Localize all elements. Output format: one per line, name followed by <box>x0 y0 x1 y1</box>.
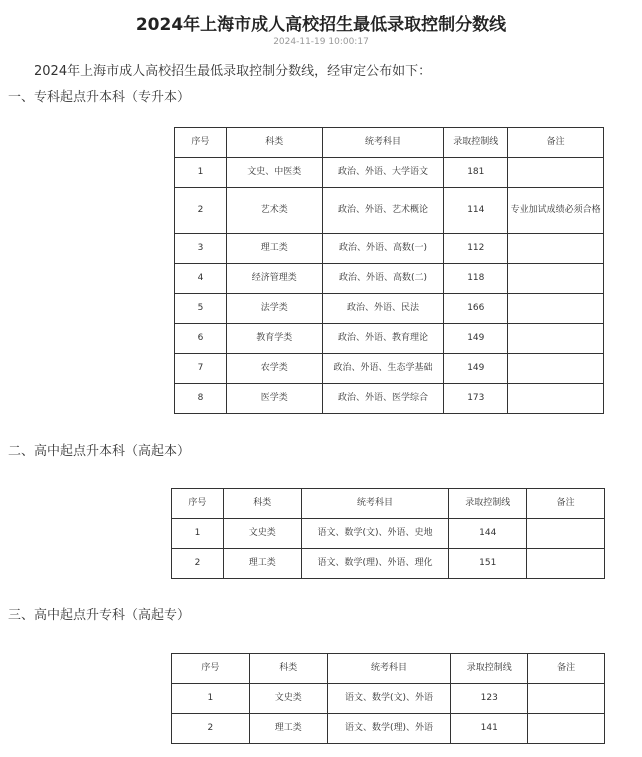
table-row <box>172 549 605 579</box>
table-header-row <box>172 489 605 519</box>
cell-score: 112 <box>444 234 508 264</box>
publish-timestamp: 2024-11-19 10:00:17 <box>273 37 369 47</box>
column-header: 录取控制线 <box>451 654 528 684</box>
column-header: 统考科目 <box>327 654 451 684</box>
cell-note <box>528 714 605 744</box>
cell-note <box>527 549 605 579</box>
cell-score: 151 <box>449 549 527 579</box>
cell-index: 5 <box>175 294 227 324</box>
cell-note <box>508 234 604 264</box>
cell-index: 1 <box>172 519 224 549</box>
cell-note <box>508 264 604 294</box>
table-row <box>172 714 605 744</box>
cell-note <box>508 158 604 188</box>
section-heading-gaoqiben: 二、高中起点升本科（高起本） <box>8 444 191 459</box>
cell-note <box>508 324 604 354</box>
cell-subjects: 语文、数学(文)、外语 <box>327 684 451 714</box>
cell-subjects: 语文、数学(理)、外语、理化 <box>301 549 449 579</box>
cell-subjects: 政治、外语、高数(一) <box>322 234 444 264</box>
intro-paragraph: 2024年上海市成人高校招生最低录取控制分数线，经审定公布如下： <box>34 64 432 79</box>
cell-category: 教育学类 <box>226 324 322 354</box>
cell-note <box>527 519 605 549</box>
cell-score: 149 <box>444 324 508 354</box>
cell-index: 1 <box>175 158 227 188</box>
cell-category: 理工类 <box>226 234 322 264</box>
cell-note <box>508 384 604 414</box>
score-table-gaoqizhuan <box>171 653 605 744</box>
table-row <box>175 384 604 414</box>
cell-subjects: 政治、外语、大学语文 <box>322 158 444 188</box>
column-header: 备注 <box>528 654 605 684</box>
cell-subjects: 语文、数学(文)、外语、史地 <box>301 519 449 549</box>
table-row <box>175 294 604 324</box>
cell-category: 经济管理类 <box>226 264 322 294</box>
cell-index: 2 <box>172 714 250 744</box>
cell-subjects: 政治、外语、教育理论 <box>322 324 444 354</box>
table-header-row <box>172 654 605 684</box>
cell-subjects: 政治、外语、艺术概论 <box>322 188 444 234</box>
cell-subjects: 政治、外语、医学综合 <box>322 384 444 414</box>
column-header: 备注 <box>527 489 605 519</box>
cell-category: 法学类 <box>226 294 322 324</box>
cell-category: 文史、中医类 <box>226 158 322 188</box>
cell-category: 农学类 <box>226 354 322 384</box>
cell-score: 118 <box>444 264 508 294</box>
cell-category: 理工类 <box>249 714 327 744</box>
cell-index: 1 <box>172 684 250 714</box>
cell-subjects: 政治、外语、民法 <box>322 294 444 324</box>
cell-note <box>528 684 605 714</box>
section-heading-gaoqizhuan: 三、高中起点升专科（高起专） <box>8 608 191 623</box>
cell-subjects: 语文、数学(理)、外语 <box>327 714 451 744</box>
table-row <box>175 324 604 354</box>
cell-index: 4 <box>175 264 227 294</box>
cell-category: 医学类 <box>226 384 322 414</box>
cell-note <box>508 354 604 384</box>
cell-category: 文史类 <box>223 519 301 549</box>
cell-index: 3 <box>175 234 227 264</box>
cell-score: 166 <box>444 294 508 324</box>
score-table-zhuanshengben <box>174 127 604 414</box>
table-row <box>175 158 604 188</box>
column-header: 序号 <box>172 654 250 684</box>
column-header: 科类 <box>249 654 327 684</box>
table-row <box>175 354 604 384</box>
column-header: 备注 <box>508 128 604 158</box>
cell-score: 173 <box>444 384 508 414</box>
table-row <box>172 519 605 549</box>
table-row <box>172 684 605 714</box>
cell-index: 7 <box>175 354 227 384</box>
column-header: 序号 <box>175 128 227 158</box>
table-row <box>175 264 604 294</box>
cell-index: 2 <box>172 549 224 579</box>
cell-subjects: 政治、外语、生态学基础 <box>322 354 444 384</box>
cell-category: 艺术类 <box>226 188 322 234</box>
column-header: 序号 <box>172 489 224 519</box>
cell-category: 文史类 <box>249 684 327 714</box>
cell-index: 2 <box>175 188 227 234</box>
column-header: 统考科目 <box>301 489 449 519</box>
table-row <box>175 188 604 234</box>
column-header: 录取控制线 <box>449 489 527 519</box>
table-row <box>175 234 604 264</box>
cell-score: 114 <box>444 188 508 234</box>
cell-score: 181 <box>444 158 508 188</box>
section-heading-zhuanshengben: 一、专科起点升本科（专升本） <box>8 90 191 105</box>
column-header: 录取控制线 <box>444 128 508 158</box>
column-header: 统考科目 <box>322 128 444 158</box>
cell-category: 理工类 <box>223 549 301 579</box>
column-header: 科类 <box>226 128 322 158</box>
cell-score: 144 <box>449 519 527 549</box>
table-header-row <box>175 128 604 158</box>
cell-subjects: 政治、外语、高数(二) <box>322 264 444 294</box>
cell-note <box>508 294 604 324</box>
score-table-gaoqiben <box>171 488 605 579</box>
page-title: 2024年上海市成人高校招生最低录取控制分数线 <box>135 15 507 35</box>
cell-note: 专业加试成绩必须合格 <box>508 188 604 234</box>
column-header: 科类 <box>223 489 301 519</box>
cell-score: 123 <box>451 684 528 714</box>
cell-index: 6 <box>175 324 227 354</box>
cell-score: 149 <box>444 354 508 384</box>
cell-index: 8 <box>175 384 227 414</box>
cell-score: 141 <box>451 714 528 744</box>
